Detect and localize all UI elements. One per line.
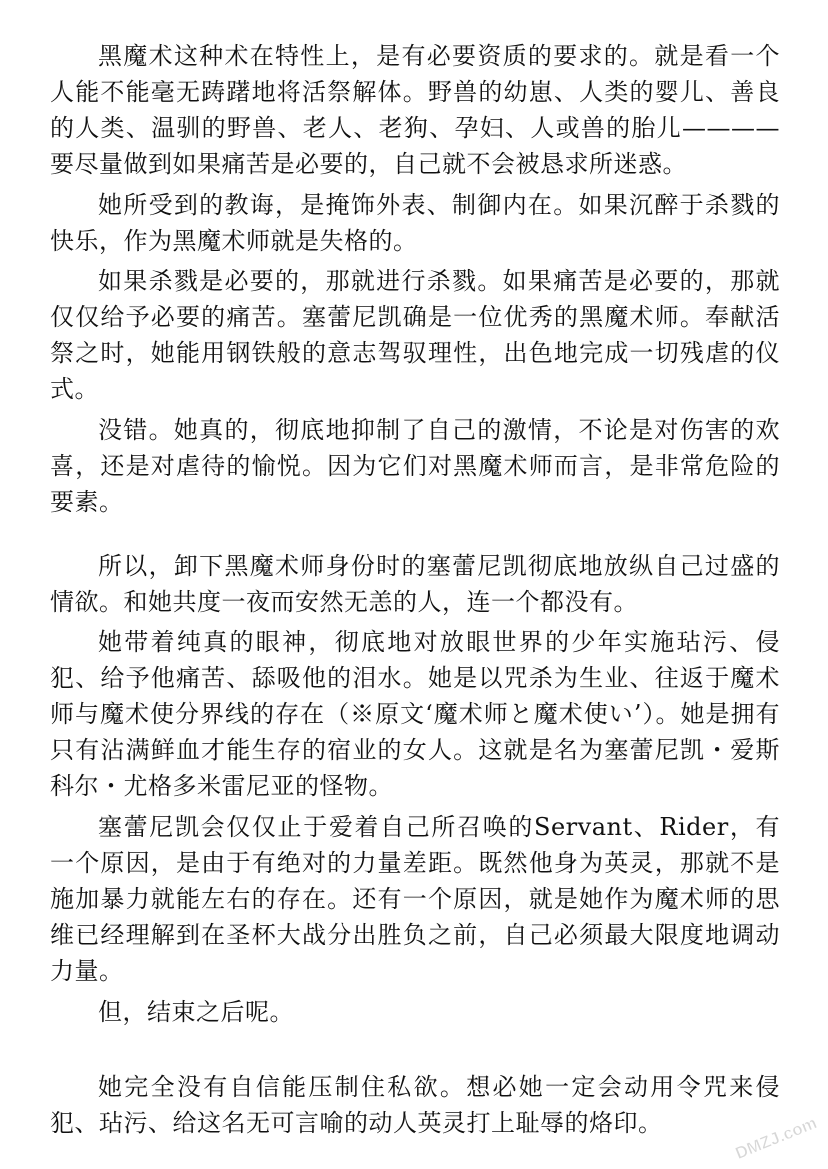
paragraph-6: 她带着纯真的眼神，彻底地对放眼世界的少年实施玷污、侵犯、给予他痛苦、舔吸他的泪水。她是以咒杀为生业、往返于魔术师与魔术使分界线的存在（※原文‘魔术师と魔术使い’）。她是拥有只有沾满鲜血才能生存的宿业的女人。这就是名为塞蕾尼凯・爱斯科尔・尤格多米雷尼亚的怪物。 — [50, 628, 780, 800]
paragraph-7: 塞蕾尼凯会仅仅止于爱着自己所召唤的Servant、Rider，有一个原因，是由于有绝对的力量差距。既然他身为英灵，那就不是施加暴力就能左右的存在。还有一个原因，就是她作为魔术师的思维已经理解到在圣杯大战分出胜负之前，自己必须最大限度地调动力量。 — [50, 813, 780, 985]
site-watermark-logo — [726, 1113, 818, 1159]
svg-text:DMZJ.com: DMZJ.com — [732, 1113, 818, 1159]
paragraph-1: 黑魔术这种术在特性上，是有必要资质的要求的。就是看一个人能不能毫无踌躇地将活祭解体。野兽的幼崽、人类的婴儿、善良的人类、温驯的野兽、老人、老狗、孕妇、人或兽的胎儿————要尽量做到如果痛苦是必要的，自己就不会被恳求所迷惑。 — [50, 42, 780, 178]
paragraph-9: 她完全没有自信能压制住私欲。想必她一定会动用令咒来侵犯、玷污、给这名无可言喻的动人英灵打上耻辱的烙印。 — [50, 1073, 780, 1137]
paragraph-3: 如果杀戮是必要的，那就进行杀戮。如果痛苦是必要的，那就仅仅给予必要的痛苦。塞蕾尼凯确是一位优秀的黑魔术师。奉献活祭之时，她能用钢铁般的意志驾驭理性，出色地完成一切残虐的仪式。 — [50, 267, 780, 403]
paragraph-8: 但，结束之后呢。 — [98, 998, 294, 1026]
paragraph-5: 所以，卸下黑魔术师身份时的塞蕾尼凯彻底地放纵自己过盛的情欲。和她共度一夜而安然无恙的人，连一个都没有。 — [50, 552, 780, 616]
paragraph-4: 没错。她真的，彻底地抑制了自己的激情，不论是对伤害的欢喜，还是对虐待的愉悦。因为它们对黑魔术师而言，是非常危险的要素。 — [50, 416, 780, 516]
paragraph-2: 她所受到的教诲，是掩饰外表、制御内在。如果沉醉于杀戮的快乐，作为黑魔术师就是失格的。 — [50, 191, 780, 255]
